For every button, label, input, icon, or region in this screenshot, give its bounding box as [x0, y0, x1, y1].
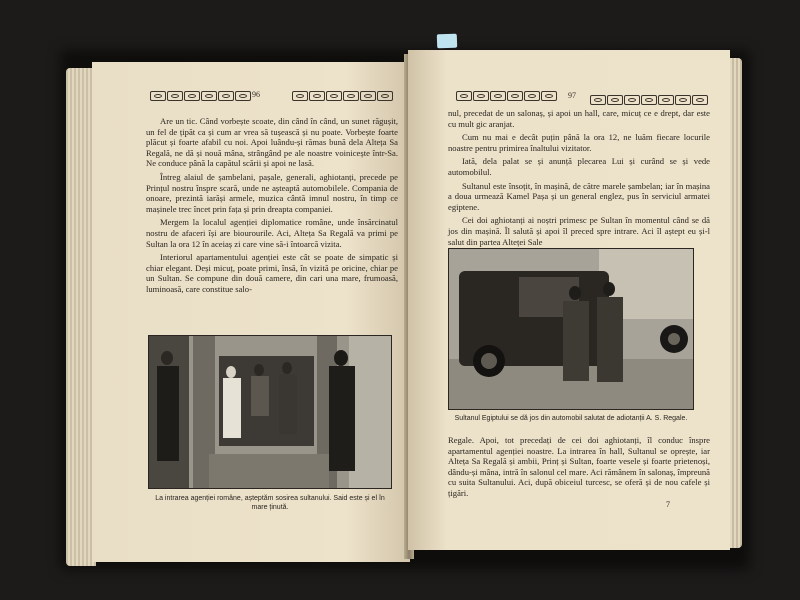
- right-body-text-top: [448, 108, 710, 247]
- right-header-ornament: [456, 90, 557, 102]
- right-page-number: 97: [568, 91, 576, 100]
- left-header-ornament: [150, 90, 251, 102]
- right-page: [408, 50, 730, 550]
- paragraph: Iată, dela palat se și anunță plecarea Lui și curând se și vede automobilul.: [448, 156, 710, 177]
- left-page-number: 96: [252, 90, 260, 99]
- right-photo-caption: Sultanul Egiptului se dă jos din automobil salutat de adiotanții A. S. Regale.: [454, 415, 688, 422]
- photo-sultan-automobile: [448, 248, 694, 410]
- paragraph: Cum nu mai e decât puțin până la ora 12, ne luăm fiecare locurile noastre pentru primirea înaltului vizitator.: [448, 132, 710, 153]
- paragraph: Are un tic. Când vorbește scoate, din când în când, un sunet răgușit, un fel de țipăt ca și cum ar vrea să tușească și nu poate. Vorbește foarte plăcut și foarte afabil cu noi. Apoi luându-și rămas bună dela Alteța Sa Regală, ne dă și nouă mâna, strângând pe ale noastre voinicește într-Sa. Ne conduce până la capătul scării și apoi ne lasă.: [146, 116, 398, 169]
- left-page: [92, 62, 410, 562]
- paragraph: Interiorul apartamentului agenției este cât se poate de simpatic și chiar elegant. Deși micuț, poate primi, însă, în vizită pe oricine, chiar pe un Sultan. Se compune din două camere, din cari una mare, frumoasă, luminoasă, care constitue salo-: [146, 252, 398, 294]
- right-header-ornament-2: [590, 94, 708, 106]
- paragraph: Regale. Apoi, tot precedați de cei doi aghiotanți, îl conduc înspre apartamentul agenției noastre. La intrarea în hall, Sultanul se oprește, iar Alteța Sa Regală și ambii, Prinț și Sultan, foarte vesele și foarte prietenoși, dându-și mâna, intră în salonul cel mare. Aci rămânem în salonaș, împreună cu suita Sultanului. Aci, după obiceiul turcesc, se oferă și de nou cafele și țigări.: [448, 435, 710, 498]
- bookmark-tab: [437, 34, 457, 49]
- paragraph: Sultanul este însoțit, în mașină, de către marele șambelan; iar în mașina a doua urmează Kamel Pașa și un general englez, pus în serviciul armatei egiptene.: [448, 180, 710, 212]
- paragraph: Mergem la localul agenției diplomatice române, unde însărcinatul nostru de afaceri își are biourourile. Aci, Alteța Sa Regală va primi pe Sultan la ora 12 în aceiaș zi care vine să-i întoarcă vizita.: [146, 217, 398, 249]
- paragraph: Cei doi aghiotanți ai noștri primesc pe Sultan în momentul când se dă jos din mașină. Îl salută și apoi îl preced spre intrare. Aci îl aștept eu și-l salut din partea Alteței Sale: [448, 215, 710, 247]
- paragraph: Întreg alaiul de șambelani, pașale, generali, aghiotanți, precede pe Prințul nostru înspre scară, unde ne așteaptă automobilele. Compania de onoare, prezintă iarăși armele, muzica cântă imnul nostru, în timp ce mașinele trec încet prin fața și prin dreapta companiei.: [146, 171, 398, 214]
- paragraph: nul, precedat de un salonaș, și apoi un hall, care, micuț ce e drept, dar este cu mult gic aranjat.: [448, 108, 710, 129]
- left-photo-caption: La intrarea agenției române, așteptăm sosirea sultanului. Said este și el în mare ținută.: [155, 495, 385, 511]
- photo-agency-entrance: [148, 335, 392, 489]
- left-body-text: [146, 116, 398, 295]
- right-body-text-bottom: [448, 435, 710, 499]
- footer-mark: 7: [666, 500, 670, 509]
- left-header-ornament-2: [292, 90, 393, 102]
